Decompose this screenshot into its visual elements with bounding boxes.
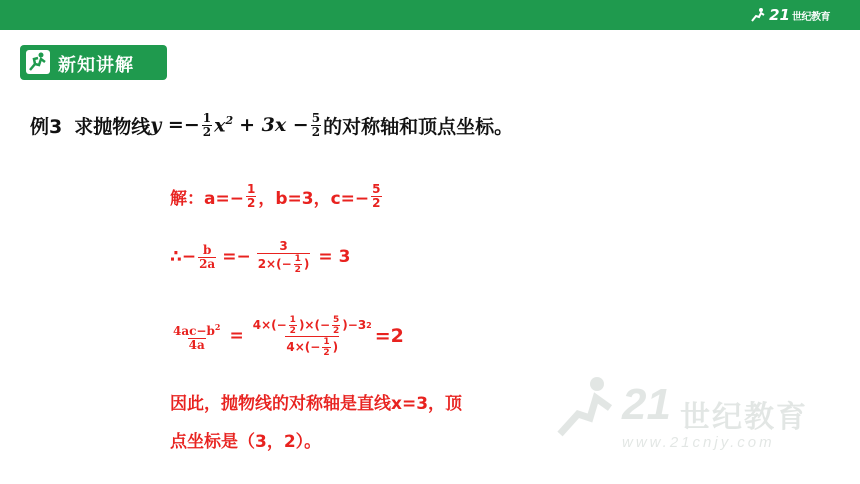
runner-icon xyxy=(26,50,50,74)
problem-statement xyxy=(30,103,513,147)
example-label: 例3 xyxy=(30,115,63,138)
brand-text: 世纪教育 xyxy=(792,11,830,23)
section-badge xyxy=(20,45,167,80)
fraction-b-over-2a: $\frac{b}{2a}$ xyxy=(199,242,216,271)
section-title: 新知讲解 xyxy=(58,55,134,76)
fraction-five-halves: $\frac{5}{2}$ xyxy=(311,110,321,139)
problem-text-after: 的对称轴和顶点坐标。 xyxy=(323,115,514,138)
fraction-a: $\frac{1}{2}$ xyxy=(246,181,256,210)
y-equals: y =− xyxy=(150,114,200,136)
runner-icon xyxy=(552,372,622,442)
conclusion-line-1: 因此，抛物线的对称轴是直线x=3，顶 xyxy=(170,394,463,414)
solution-axis-calc: ∴− $\frac{b}{2a}$ =− 3 2×(− $\frac{1}{2}$ ) = 3 xyxy=(170,238,351,275)
solution-coefficients: 解：a=− $\frac{1}{2}$ ，b=3，c=− $\frac{5}{2}$ xyxy=(170,181,381,210)
fraction-vertex-formula: $\frac{4ac-b^2}{4a}$ xyxy=(173,321,221,352)
conclusion-line-2: 点坐标是（3，2）。 xyxy=(170,432,322,452)
middle-term: + 3x − xyxy=(239,114,309,136)
fraction-vertex-value: 4×(− $\frac{1}{2}$ )×(− $\frac{5}{2}$ )−3 2 4×(− $\frac{1}{2}$ ) xyxy=(252,314,372,358)
brand-logo xyxy=(749,6,830,24)
top-header-bar xyxy=(0,0,860,30)
watermark-logo: 21 世纪教育 www.21cnjy.com xyxy=(552,372,822,457)
solution-vertex-calc: $\frac{4ac-b^2}{4a}$ = 4×(− $\frac{1}{2}$ )×(− $\frac{5}{2}$ )−3 2 4×(− $\frac{1}{2}$ ) =2 xyxy=(173,314,404,358)
problem-text-before: 求抛物线 xyxy=(74,115,151,138)
fraction-axis-value: 3 2×(− $\frac{1}{2}$ ) xyxy=(257,238,310,275)
solution-conclusion xyxy=(170,385,550,461)
runner-icon xyxy=(749,7,767,23)
fraction-c: $\frac{5}{2}$ xyxy=(372,181,381,210)
fraction-half: $\frac{1}{2}$ xyxy=(202,110,212,139)
x-squared: $x^2$ xyxy=(214,113,234,137)
brand-number: 21 xyxy=(769,6,790,24)
